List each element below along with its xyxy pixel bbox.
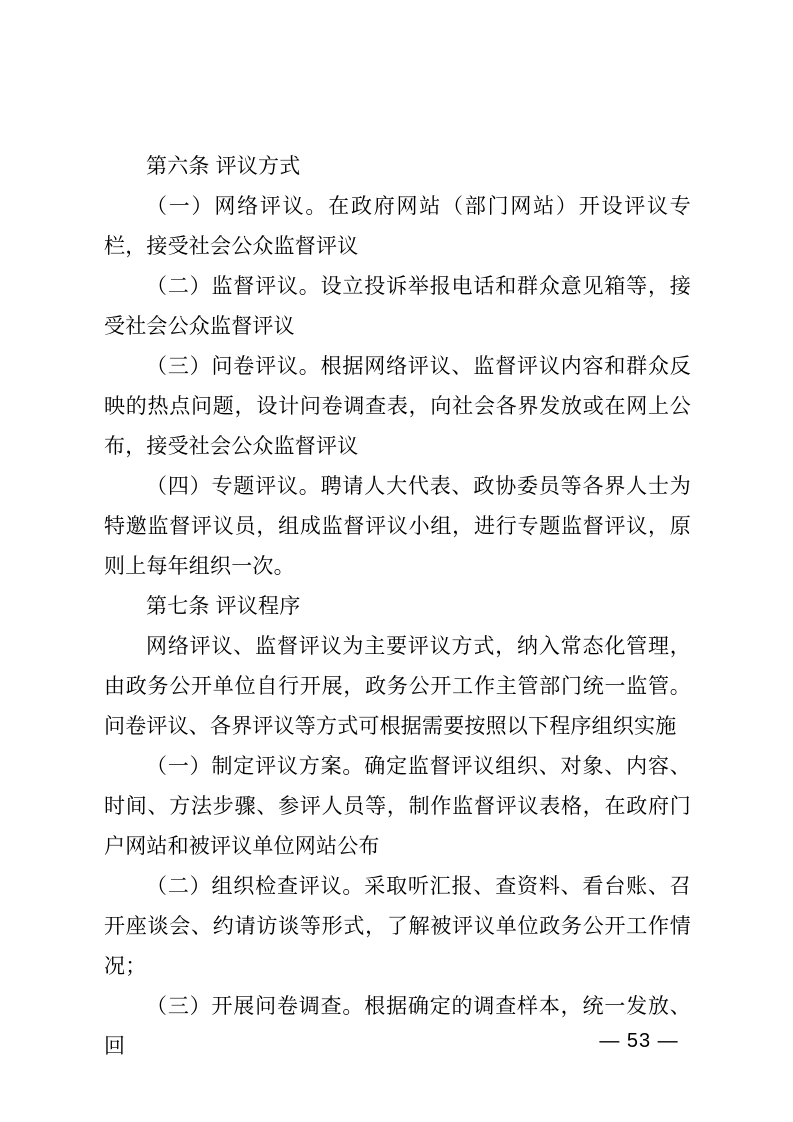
- article-heading: 第六条 评议方式: [146, 155, 301, 178]
- article-heading: 第七条 评议程序: [146, 595, 301, 618]
- page-content: [104, 147, 691, 1067]
- paragraph: （四）专题评议。聘请人大代表、政协委员等各界人士为特邀监督评议员，组成监督评议小组，进行专题监督评议，原则上每年组织一次。: [104, 475, 691, 578]
- paragraph: （一）制定评议方案。确定监督评议组织、对象、内容、时间、方法步骤、参评人员等，制作监督评议表格，在政府门户网站和被评议单位网站公布: [104, 755, 691, 858]
- paragraph: （二）组织检查评议。采取听汇报、查资料、看台账、召开座谈会、约请访谈等形式，了解被评议单位政务公开工作情况；: [104, 875, 691, 978]
- paragraph: （三）开展问卷调查。根据确定的调查样本，统一发放、回: [104, 995, 691, 1058]
- paragraph: 网络评议、监督评议为主要评议方式，纳入常态化管理，由政务公开单位自行开展，政务公开工作主管部门统一监管。问卷评议、各界评议等方式可根据需要按照以下程序组织实施: [104, 635, 691, 738]
- paragraph: （二）监督评议。设立投诉举报电话和群众意见箱等，接受社会公众监督评议: [104, 275, 691, 338]
- page-number: — 53 —: [599, 1030, 679, 1052]
- paragraph: （一）网络评议。在政府网站（部门网站）开设评议专栏，接受社会公众监督评议: [104, 195, 691, 258]
- paragraph: （三）问卷评议。根据网络评议、监督评议内容和群众反映的热点问题，设计问卷调查表，向社会各界发放或在网上公布，接受社会公众监督评议: [104, 355, 691, 458]
